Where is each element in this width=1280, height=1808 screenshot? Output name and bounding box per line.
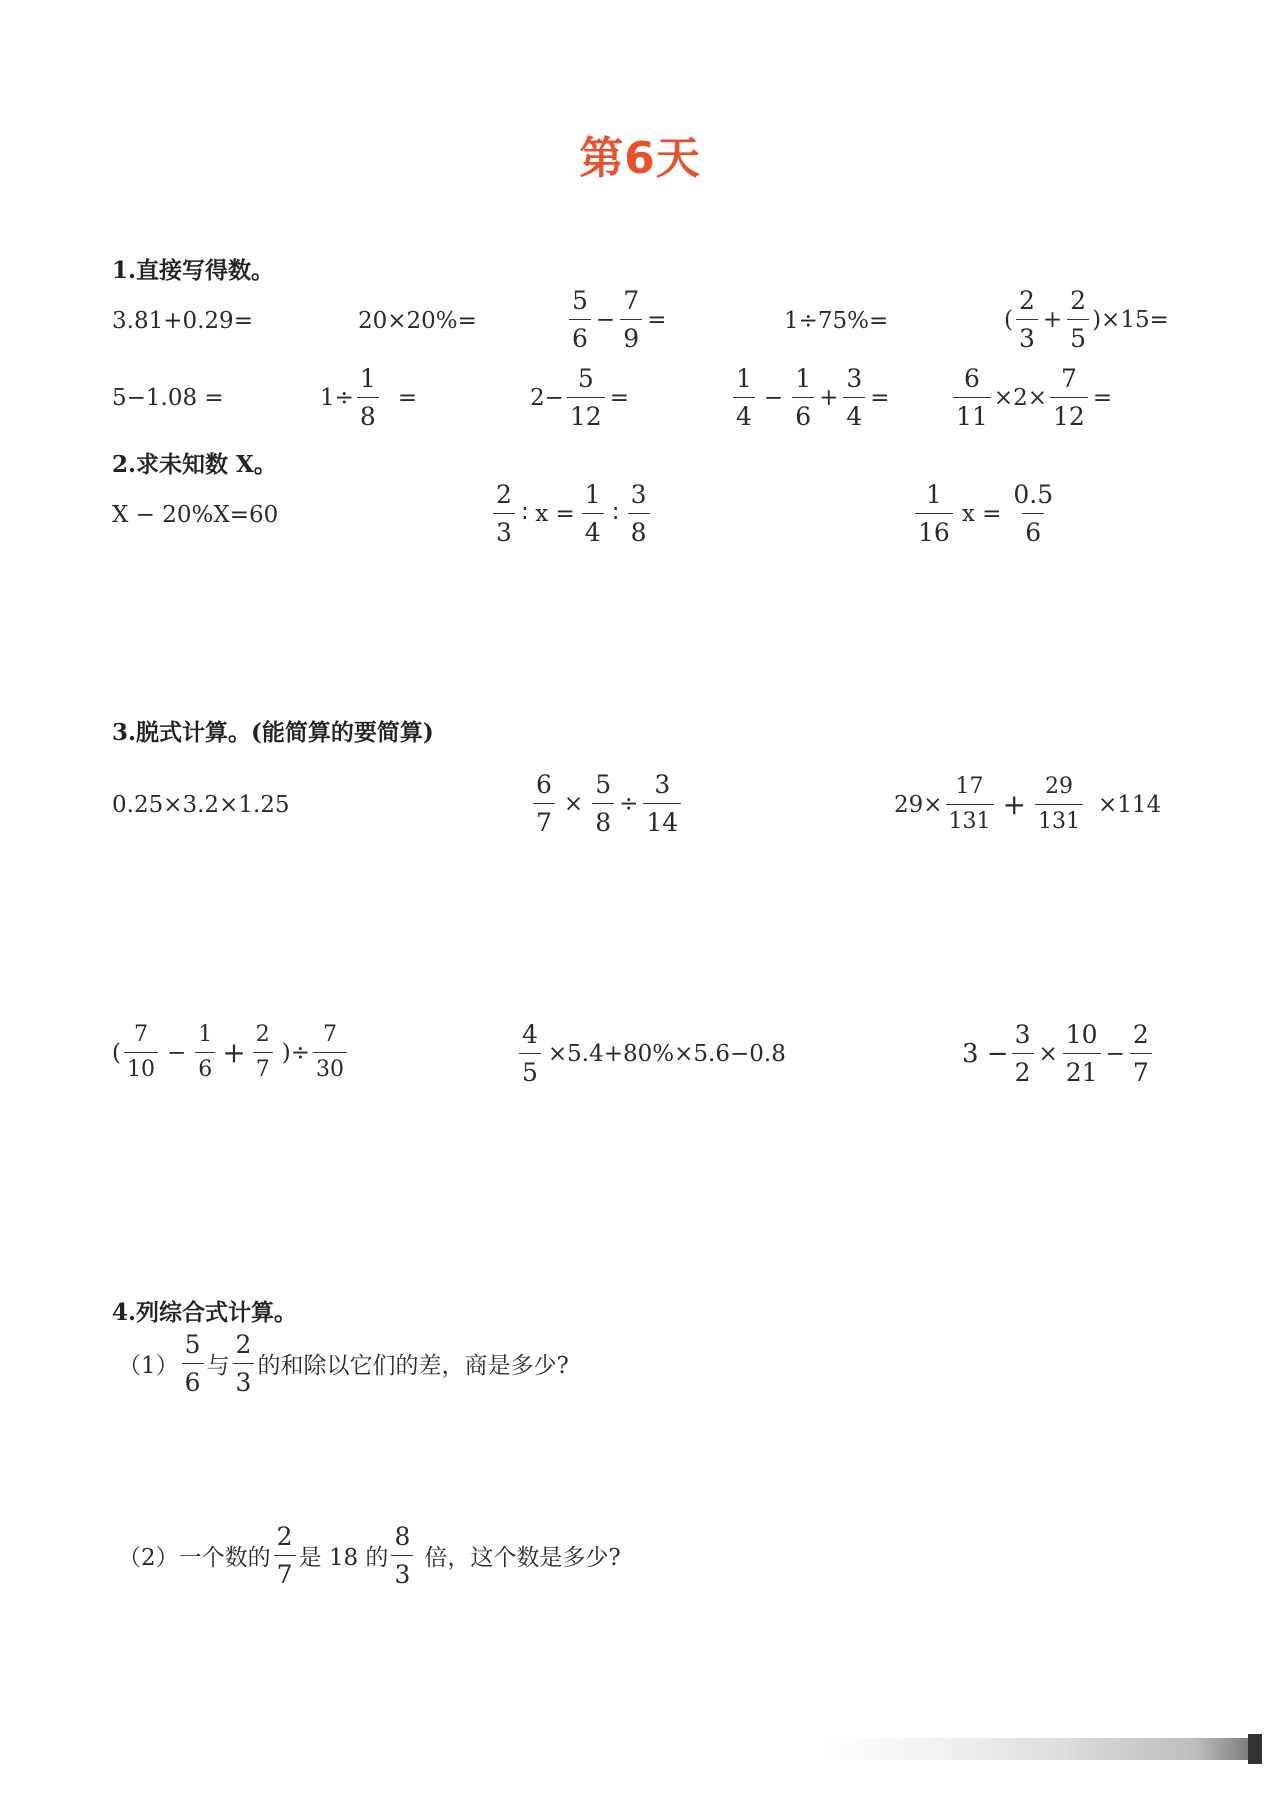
problem-3f: 3 − $\frac{3}{2}$ × $\frac{10}{21}$ − $\frac{2}{7}$ <box>962 1022 1155 1085</box>
fraction: $\frac{1}{4}$ <box>733 366 755 429</box>
fraction: $\frac{2}{3}$ <box>1016 288 1038 351</box>
problem-3a: 0.25×3.2×1.25 <box>112 792 290 818</box>
problem-1e: ( $\frac{2}{3}$ + $\frac{2}{5}$ )×15= <box>1004 286 1169 353</box>
fraction: $\frac{7}{30}$ <box>313 1024 347 1081</box>
fraction: $\frac{2}{7}$ <box>253 1024 273 1081</box>
fraction: $\frac{5}{6}$ <box>569 288 591 351</box>
problem-1d: 1÷75%= <box>784 308 889 334</box>
fraction: $\frac{5}{8}$ <box>592 772 614 835</box>
fraction: $\frac{7}{12}$ <box>1050 366 1088 429</box>
problem-3e: $\frac{4}{5}$ ×5.4+80%×5.6−0.8 <box>516 1022 786 1085</box>
fraction: $\frac{2}{3}$ <box>493 482 515 545</box>
fraction: $\frac{2}{7}$ <box>1130 1022 1152 1085</box>
section-2-heading: 2.求未知数 X。 <box>112 451 277 478</box>
fraction: $\frac{1}{16}$ <box>915 482 953 545</box>
problem-2a: X − 20%X=60 <box>112 502 279 528</box>
fraction: $\frac{4}{5}$ <box>519 1022 541 1085</box>
fraction: $\frac{7}{10}$ <box>124 1024 158 1081</box>
section-1-heading: 1.直接写得数。 <box>112 257 275 284</box>
problem-1a: 3.81+0.29= <box>112 308 253 334</box>
fraction: $\frac{8}{3}$ <box>391 1524 413 1587</box>
fraction: $\frac{1}{6}$ <box>195 1024 215 1081</box>
fraction: $\frac{1}{6}$ <box>792 366 814 429</box>
fraction: $\frac{6}{11}$ <box>953 366 991 429</box>
problem-1b: 20×20%= <box>358 308 477 334</box>
problem-1c: $\frac{5}{6}$ − $\frac{7}{9}$ = <box>566 288 668 351</box>
scroll-fade-bar <box>822 1738 1262 1760</box>
fraction: $\frac{5}{6}$ <box>182 1332 204 1395</box>
problem-2b: $\frac{2}{3}$ ∶ x = $\frac{1}{4}$ ∶ $\frac{3}{8}$ <box>490 482 653 545</box>
fraction: $\frac{2}{3}$ <box>233 1332 255 1395</box>
problem-3b: $\frac{6}{7}$ × $\frac{5}{8}$ ÷ $\frac{3}{14}$ <box>530 772 684 835</box>
question-4-1: （1） $\frac{5}{6}$ 与 $\frac{2}{3}$ 的和除以它们的差，商是多少? <box>118 1330 569 1397</box>
fraction: $\frac{3}{4}$ <box>843 366 865 429</box>
section-4-heading: 4.列综合式计算。 <box>112 1299 298 1326</box>
fraction: $\frac{2}{7}$ <box>274 1524 296 1587</box>
fraction: $\frac{1}{4}$ <box>582 482 604 545</box>
question-4-2: （2） 一个数的 $\frac{2}{7}$ 是 18 的 $\frac{8}{3}$ 倍，这个数是多少? <box>118 1522 621 1589</box>
fraction: $\frac{2}{5}$ <box>1067 288 1089 351</box>
fraction: $\frac{5}{12}$ <box>567 366 605 429</box>
page-title: 第6天 <box>579 133 701 184</box>
fraction: $\frac{6}{7}$ <box>533 772 555 835</box>
fraction: $\frac{29}{131}$ <box>1035 776 1083 833</box>
problem-1j: $\frac{6}{11}$ ×2× $\frac{7}{12}$ = <box>950 366 1114 429</box>
fraction: $\frac{0.5}{6}$ <box>1013 480 1054 547</box>
problem-3c: 29× $\frac{17}{131}$ + $\frac{29}{131}$ ×114 <box>894 774 1162 834</box>
problem-2c: $\frac{1}{16}$ x = $\frac{0.5}{6}$ <box>912 482 1059 545</box>
fraction: $\frac{17}{131}$ <box>946 776 994 833</box>
problem-1h: 2− $\frac{5}{12}$ = <box>530 364 629 431</box>
scroll-thumb[interactable] <box>1248 1734 1262 1764</box>
problem-1f: 5−1.08 = <box>112 385 224 411</box>
problem-1i: $\frac{1}{4}$ − $\frac{1}{6}$ + $\frac{3}{4}$ = <box>730 366 892 429</box>
fraction: $\frac{7}{9}$ <box>620 288 642 351</box>
fraction: $\frac{10}{21}$ <box>1063 1022 1101 1085</box>
fraction: $\frac{3}{14}$ <box>643 772 681 835</box>
problem-3d: ( $\frac{7}{10}$ − $\frac{1}{6}$ + $\frac{2}{7}$ )÷ $\frac{7}{30}$ <box>112 1024 350 1081</box>
section-3-heading: 3.脱式计算。(能简算的要简算) <box>112 719 434 746</box>
fraction: $\frac{3}{8}$ <box>628 482 650 545</box>
problem-1g: 1÷ $\frac{1}{8}$ = <box>320 364 418 431</box>
fraction: $\frac{3}{2}$ <box>1012 1022 1034 1085</box>
fraction: $\frac{1}{8}$ <box>357 366 379 429</box>
